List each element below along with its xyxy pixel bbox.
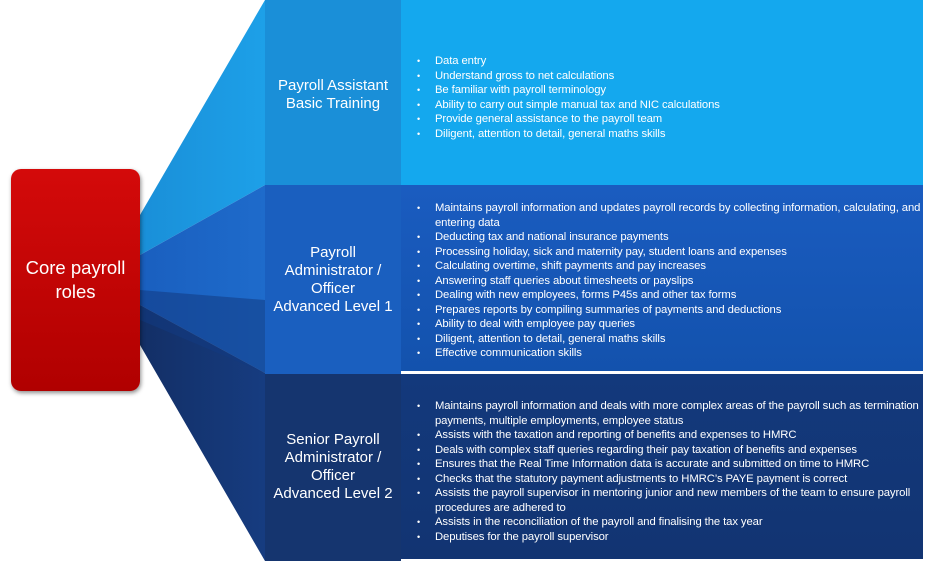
duty-item: • Prepares reports by compiling summaries of payments and deductions bbox=[401, 303, 923, 318]
role-title-line: Administrator / bbox=[284, 262, 382, 279]
role-title-line: Payroll bbox=[310, 244, 356, 261]
duties-list bbox=[401, 399, 923, 544]
duty-item: • Maintains payroll information and updates payroll records by collecting information, calculating, and entering data bbox=[401, 201, 923, 230]
role-title-payroll-assistant bbox=[265, 60, 401, 130]
duties-panel-level-3 bbox=[401, 374, 923, 559]
duty-item: • Be familiar with payroll terminology bbox=[401, 83, 923, 98]
role-title-senior-payroll-administrator bbox=[265, 412, 401, 522]
duty-item: • Diligent, attention to detail, general maths skills bbox=[401, 127, 923, 142]
duties-panel-level-2 bbox=[401, 185, 923, 371]
role-title-line: Basic Training bbox=[285, 95, 381, 112]
role-title-line: Advanced Level 1 bbox=[273, 298, 393, 315]
duty-item: • Assists in the reconciliation of the payroll and finalising the tax year bbox=[401, 515, 923, 530]
duty-item: • Deducting tax and national insurance payments bbox=[401, 230, 923, 245]
role-title-line: Advanced Level 2 bbox=[273, 485, 393, 502]
duty-item: • Checks that the statutory payment adjustments to HMRC’s PAYE payment is correct bbox=[401, 472, 923, 487]
duty-item: • Ensures that the Real Time Information data is accurate and submitted on time to HMRC bbox=[401, 457, 923, 472]
duty-item: • Provide general assistance to the payroll team bbox=[401, 112, 923, 127]
duty-item: • Diligent, attention to detail, general maths skills bbox=[401, 332, 923, 347]
duties-panel-level-1 bbox=[401, 0, 923, 185]
duty-item: • Data entry bbox=[401, 54, 923, 69]
core-roles-label: Core payroll roles bbox=[25, 257, 126, 302]
role-title-line: Payroll Assistant bbox=[277, 77, 389, 94]
duty-item: • Processing holiday, sick and maternity pay, student loans and expenses bbox=[401, 245, 923, 260]
duties-list bbox=[401, 54, 923, 141]
duty-item: • Maintains payroll information and deals with more complex areas of the payroll such as termination payments, multiple employments, employee status bbox=[401, 399, 923, 428]
role-title-line: Officer bbox=[311, 280, 355, 297]
role-title-line: Administrator / bbox=[284, 449, 382, 466]
duty-item: • Assists the payroll supervisor in mentoring junior and new members of the team to ensure payroll procedures are adhered to bbox=[401, 486, 923, 515]
duty-item: • Deals with complex staff queries regarding their pay taxation of benefits and expenses bbox=[401, 443, 923, 458]
role-title-line: Senior Payroll bbox=[286, 431, 380, 448]
duty-item: • Deputises for the payroll supervisor bbox=[401, 530, 923, 545]
duty-item: • Assists with the taxation and reporting of benefits and expenses to HMRC bbox=[401, 428, 923, 443]
duty-item: • Ability to deal with employee pay queries bbox=[401, 317, 923, 332]
duty-item: • Effective communication skills bbox=[401, 346, 923, 361]
duty-item: • Dealing with new employees, forms P45s and other tax forms bbox=[401, 288, 923, 303]
duty-item: • Ability to carry out simple manual tax and NIC calculations bbox=[401, 98, 923, 113]
core-roles-box bbox=[11, 169, 140, 391]
duty-item: • Understand gross to net calculations bbox=[401, 69, 923, 84]
duty-item: • Answering staff queries about timesheets or payslips bbox=[401, 274, 923, 289]
duties-list bbox=[401, 201, 923, 361]
role-title-payroll-administrator bbox=[265, 225, 401, 335]
duty-item: • Calculating overtime, shift payments and pay increases bbox=[401, 259, 923, 274]
role-title-line: Officer bbox=[311, 467, 355, 484]
